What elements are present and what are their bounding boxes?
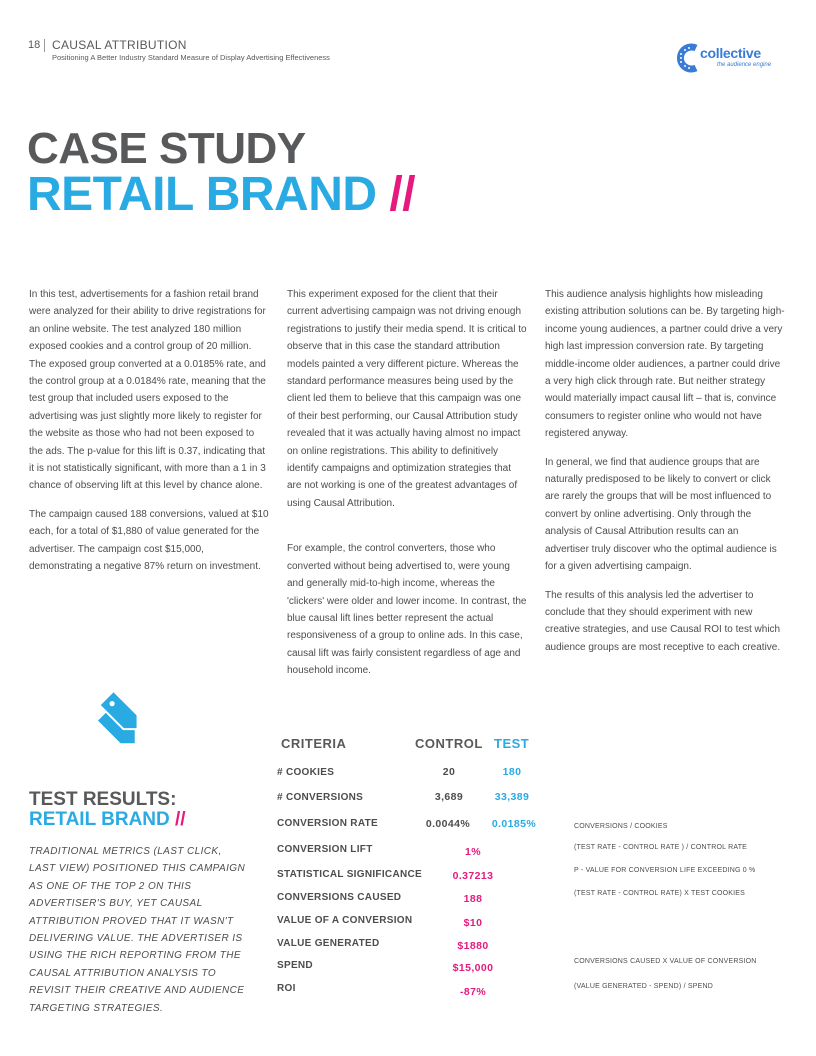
control-value-conversion-rate: 0.0044%	[425, 818, 471, 830]
price-tag-icon	[90, 686, 154, 758]
value-statistical-significance: 0.37213	[452, 870, 494, 882]
paragraph: In this test, advertisements for a fashion retail brand were analyzed for their ability to drive registrations for an online website. The test analyzed 180 million exposed cookies and a control group of 20 million. The exposed group converted at a 0.0185% rate, and the control group at a 0.0184% rate, meaning that the test group that included users exposed to the advertising was just slightly more likely to register for the website as those who had not been exposed to the ads. The p-value for this lift is 0.37, indicating that it is not statistically significant, with more than a 1 in 3 chance of observing lift at this level by chance alone.	[29, 289, 266, 492]
formula-note: (TEST RATE - CONTROL RATE) X TEST COOKIES	[574, 890, 746, 897]
body-column-2	[287, 286, 527, 691]
row-label-value-of-conversion: VALUE OF A CONVERSION	[277, 915, 413, 926]
control-value-conversions: 3,689	[434, 791, 464, 803]
formula-note: CONVERSIONS / COOKIES	[574, 823, 668, 830]
row-label-roi: ROI	[277, 983, 296, 994]
row-label-statistical-significance: STATISTICAL SIGNIFICANCE	[277, 869, 422, 880]
title-brand: RETAIL BRAND	[27, 168, 377, 221]
test-header: TEST	[494, 736, 530, 751]
test-value-conversion-rate: 0.0185%	[491, 818, 537, 830]
value-value-of-conversion: $10	[463, 917, 483, 929]
body-column-3	[545, 286, 785, 667]
test-results-slash: //	[175, 809, 186, 830]
paragraph: For example, the control converters, those who converted without being advertised to, were young and generally mid-to-high income, whereas the 'clickers' were older and lower income. In contrast, the blue causal lift lines better represent the actual responsiveness of a group to online ads. In this case, causal lift was fairly consistent regardless of age and household income.	[287, 543, 527, 677]
formula-note: (TEST RATE - CONTROL RATE ) / CONTROL RATE	[574, 844, 748, 851]
paragraph: This experiment exposed for the client that their current advertising campaign was not driving enough registrations to justify their media spend. It is critical to observe that in this case the standard attribution models painted a very different picture. Whereas the standard performance measures being used by the client led them to believe that this campaign was one of their best performing, our Causal Attribution study revealed that it was actually having almost no impact on online registrations. This ability to definitively identify campaigns and optimization strategies that are not working is one of the greatest advantages of using Causal Attribution.	[287, 289, 527, 509]
page-number: 18	[28, 39, 45, 52]
test-results-subheading	[29, 809, 186, 831]
value-roi: -87%	[459, 986, 487, 998]
title-line-1: CASE STUDY	[27, 124, 306, 173]
body-column-1	[29, 286, 269, 587]
collective-logo	[676, 43, 792, 77]
row-label-conversion-lift: CONVERSION LIFT	[277, 844, 373, 855]
value-spend: $15,000	[452, 962, 494, 974]
row-label-cookies: # COOKIES	[277, 767, 335, 778]
test-results-brand: RETAIL BRAND	[29, 809, 170, 830]
title-slash: //	[389, 168, 416, 221]
value-conversions-caused: 188	[463, 893, 483, 905]
row-label-spend: SPEND	[277, 960, 313, 971]
section-subtitle: Positioning A Better Industry Standard Measure of Display Advertising Effectiveness	[52, 53, 330, 62]
formula-note: CONVERSIONS CAUSED X VALUE OF CONVERSION	[574, 958, 757, 965]
collective-logo-icon	[676, 43, 700, 73]
title-line-2	[27, 168, 415, 222]
row-label-value-generated: VALUE GENERATED	[277, 938, 380, 949]
paragraph: This audience analysis highlights how misleading existing attribution solutions can be. By targeting high-income young audiences, a partner could drive a very high last impression conversion rate. By targeting middle-income older audiences, a partner could drive a very high click through rate. But neither strategy would materially impact causal lift – that is, convince consumers to register online who would not have registered anyway.	[545, 289, 785, 440]
row-label-conversions: # CONVERSIONS	[277, 792, 364, 803]
paragraph: The results of this analysis led the advertiser to conclude that they should experiment with new creative strategies, and use Causal ROI to test which audience groups are most receptive to each creative.	[545, 589, 781, 653]
test-value-cookies: 180	[502, 766, 522, 778]
formula-note: (VALUE GENERATED - SPEND) / SPEND	[574, 983, 713, 990]
control-header: CONTROL	[415, 736, 483, 751]
logo-tagline: the audience engine	[717, 62, 772, 68]
paragraph: In general, we find that audience groups that are naturally predisposed to be likely to convert or click are rarely the groups that will be most influenced to convert by online advertising. Only through the analysis of Causal Attribution results can an advertiser truly discover who the optimal audience is for a given advertising campaign.	[545, 456, 777, 573]
value-value-generated: $1880	[457, 940, 489, 952]
value-conversion-lift: 1%	[465, 846, 481, 858]
logo-wordmark: collective	[700, 45, 761, 61]
test-value-conversions: 33,389	[494, 791, 530, 803]
test-results-heading: TEST RESULTS:	[29, 789, 177, 810]
criteria-header: CRITERIA	[281, 736, 347, 751]
test-results-description: TRADITIONAL METRICS (LAST CLICK, LAST VIEW) POSITIONED THIS CAMPAIGN AS ONE OF THE TOP 2 ON THIS ADVERTISER'S BUY, YET CAUSAL ATTRIBUTION PROVED THAT IT WASN'T DELIVERING VALUE. THE ADVERTISER IS USING THE RICH REPORTING FROM THE CAUSAL ATTRIBUTION ANALYSIS TO REVISIT THEIR CREATIVE AND AUDIENCE TARGETING STRATEGIES.	[29, 846, 246, 1014]
row-label-conversions-caused: CONVERSIONS CAUSED	[277, 892, 402, 903]
control-value-cookies: 20	[442, 766, 456, 778]
row-label-conversion-rate: CONVERSION RATE	[277, 818, 378, 829]
paragraph: The campaign caused 188 conversions, valued at $10 each, for a total of $1,880 of value generated for the advertiser. The campaign cost $15,000, demonstrating a negative 87% return on investment.	[29, 508, 269, 573]
section-title: CAUSAL ATTRIBUTION	[52, 38, 187, 52]
formula-note: P - VALUE FOR CONVERSION LIFE EXCEEDING 0 %	[574, 867, 756, 874]
